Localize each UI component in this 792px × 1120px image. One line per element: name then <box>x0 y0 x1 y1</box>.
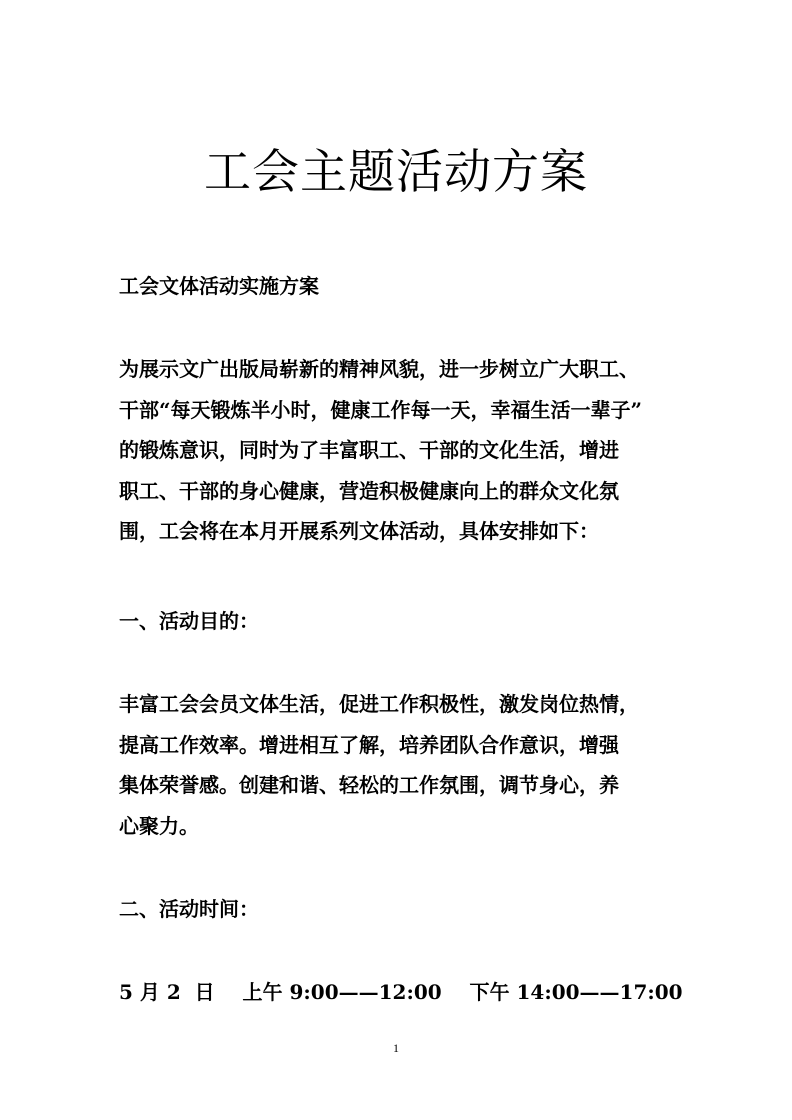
section-heading-purpose: 一、活动目的： <box>119 609 259 633</box>
paragraph-line: 集体荣誉感。创建和谐、轻松的工作氛围，调节身心，养 <box>119 773 619 797</box>
intro-paragraph <box>119 349 679 552</box>
paragraph-line: 围，工会将在本月开展系列文体活动，具体安排如下： <box>119 519 599 543</box>
document-title: 工会主题活动方案 <box>204 145 588 200</box>
paragraph-line: 提高工作效率。增进相互了解，培养团队合作意识，增强 <box>119 732 619 757</box>
purpose-paragraph <box>119 684 679 846</box>
paragraph-line: 为展示文广出版局崭新的精神风貌，进一步树立广大职工、 <box>119 357 639 381</box>
paragraph-line: 的锻炼意识，同时为了丰富职工、干部的文化生活，增进 <box>119 438 619 462</box>
paragraph-line: 心聚力。 <box>119 813 199 838</box>
paragraph-line: 干部“每天锻炼半小时，健康工作每一天，幸福生活一辈子” <box>119 397 643 422</box>
paragraph-line: 职工、干部的身心健康，营造积极健康向上的群众文化氛 <box>119 478 619 503</box>
document-subtitle: 工会文体活动实施方案 <box>119 274 319 298</box>
page-number: 1 <box>393 1041 399 1055</box>
section-heading-time: 二、活动时间： <box>119 897 259 921</box>
paragraph-line: 丰富工会会员文体生活，促进工作积极性，激发岗位热情， <box>119 692 639 716</box>
activity-time: 5 月 2 日 上午 9:00——12:00 下午 14:00——17:00 <box>119 980 683 1004</box>
